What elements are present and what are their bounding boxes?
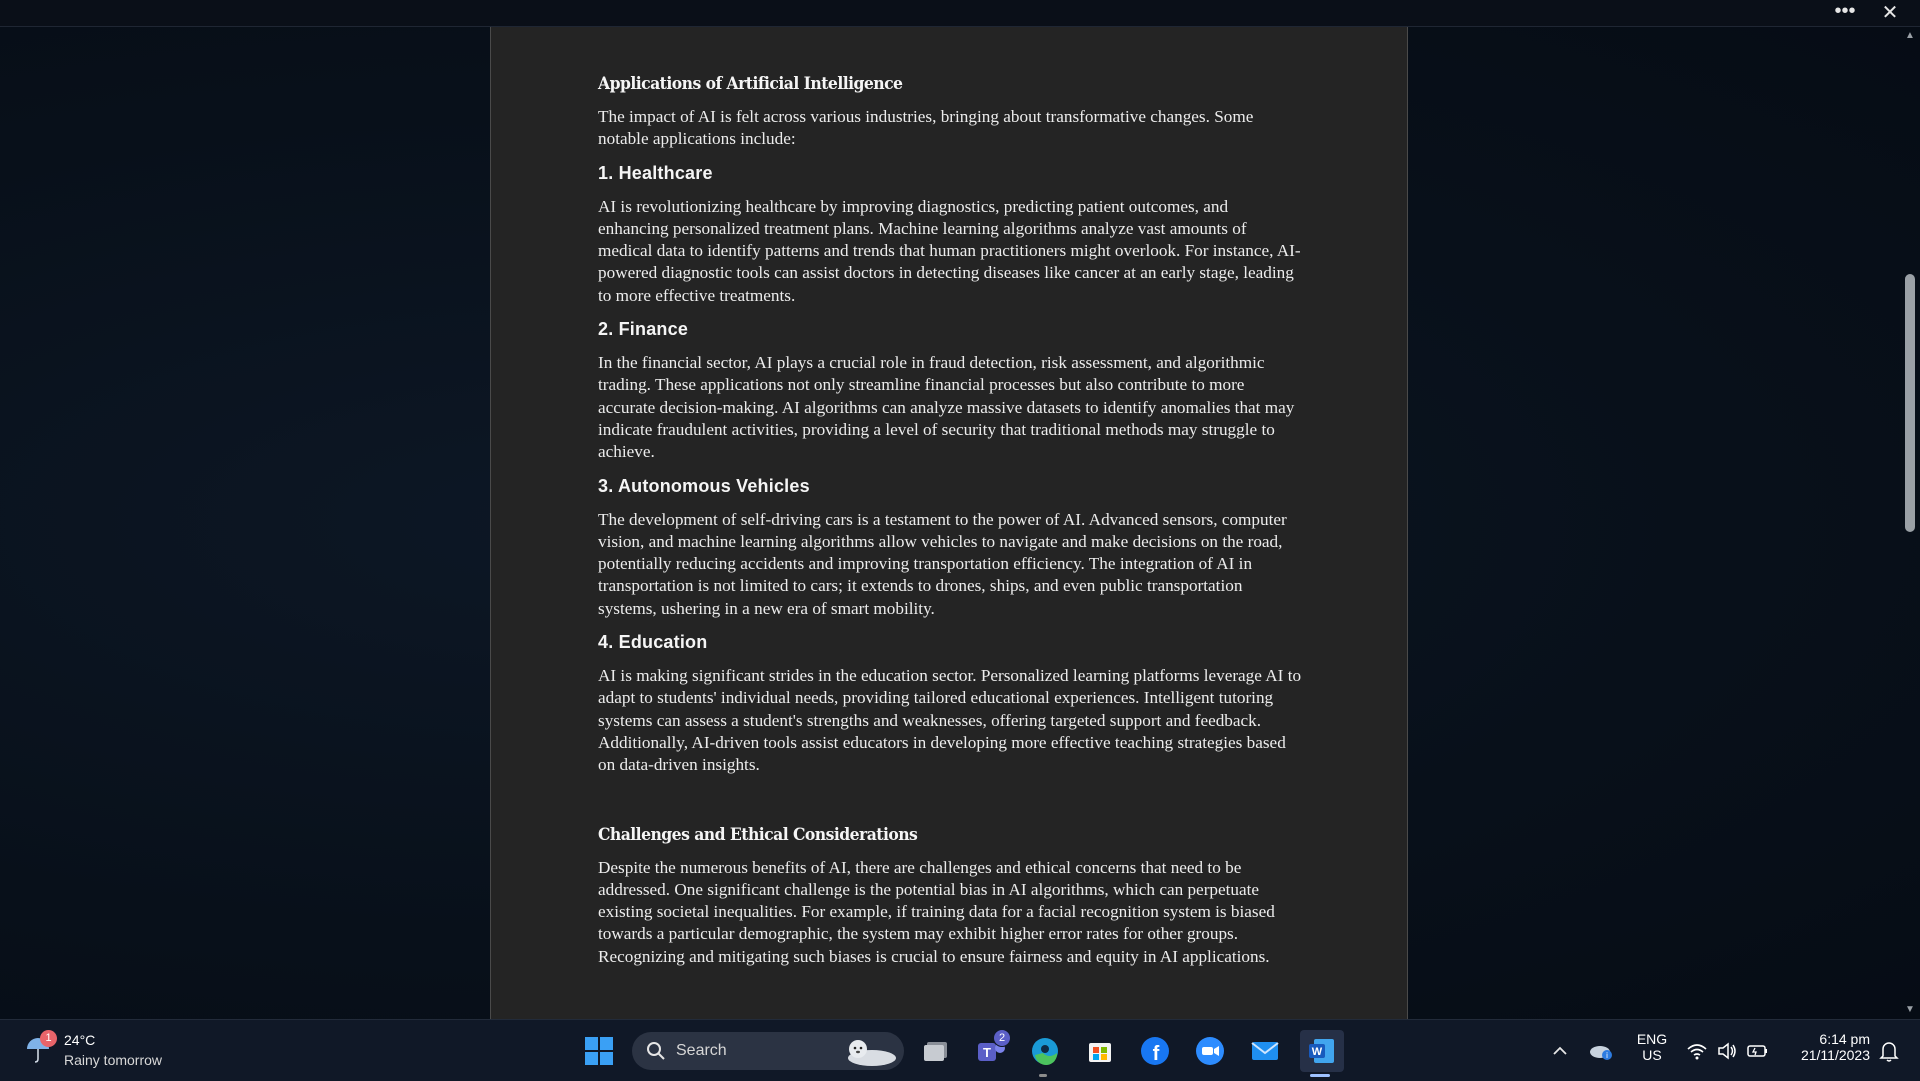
show-hidden-icons-button[interactable]	[1548, 1033, 1572, 1069]
word-icon	[1305, 1034, 1339, 1068]
weather-alert-badge: 1	[40, 1030, 57, 1047]
zoom-icon	[1192, 1033, 1228, 1069]
more-options-button[interactable]: •••	[1834, 0, 1856, 22]
mail-app-button[interactable]	[1247, 1033, 1283, 1069]
subheading-finance: 2. Finance	[598, 319, 689, 340]
onedrive-cloud-icon	[1586, 1033, 1616, 1069]
svg-text:f: f	[1152, 1043, 1160, 1065]
paragraph-finance: In the financial sector, AI plays a crucial role in fraud detection, risk assessment, and algorithmic trading. These applications not only streamline financial processes but also contribute to more accurate decision-making. AI algorithms can analyze massive datasets to identify anomalies that may indicate fraudulent activities, providing a level of security that traditional methods may struggle to achieve.	[598, 353, 1295, 462]
chevron-up-icon	[1548, 1033, 1572, 1069]
facebook-app-button[interactable]	[1137, 1033, 1173, 1069]
paragraph-autonomous-vehicles: The development of self-driving cars is a testament to the power of AI. Advanced sensors, computer vision, and machine learning algorithms allow vehicles to navigate and make decisions on the road, potentially reducing accidents and improving transportation efficiency. The integration of AI in transportation is not limited to cars; it extends to drones, ships, and even public transportation systems, ushering in a new era of smart mobility.	[598, 509, 1287, 618]
teams-notification-badge: 2	[993, 1029, 1011, 1047]
clock[interactable]	[1782, 1031, 1870, 1063]
vertical-scrollbar[interactable]	[1900, 27, 1920, 1019]
subheading-education: 4. Education	[598, 632, 708, 653]
taskbar	[0, 1019, 1920, 1081]
word-active-indicator	[1310, 1074, 1330, 1077]
task-view-icon	[918, 1033, 954, 1069]
word-app-button[interactable]	[1300, 1030, 1344, 1072]
svg-text:W: W	[1311, 1046, 1323, 1058]
store-icon	[1082, 1033, 1118, 1069]
search-label: Search	[676, 1042, 727, 1059]
subheading-healthcare: 1. Healthcare	[598, 162, 713, 183]
volume-icon	[1716, 1041, 1738, 1061]
svg-text:T: T	[983, 1045, 991, 1060]
edge-running-indicator	[1039, 1074, 1047, 1077]
paragraph-challenges: Despite the numerous benefits of AI, there are challenges and ethical concerns that need to be addressed. One significant challenge is the potential bias in AI algorithms, which can perpetuate existing societal inequalities. For example, if training data for a facial recognition system is biased towards a particular demographic, the system may exhibit higher error rates for other groups. Recognizing and mitigating such biases is crucial to ensure fairness and equity in AI applications.	[598, 857, 1275, 966]
start-button[interactable]	[581, 1033, 617, 1069]
onedrive-status-button[interactable]	[1586, 1033, 1616, 1069]
language-code: ENG	[1636, 1031, 1668, 1047]
scroll-up-arrow-icon[interactable]: ▲	[1905, 30, 1915, 41]
clock-date: 21/11/2023	[1800, 1047, 1870, 1063]
weather-description: Rainy tomorrow	[64, 1052, 163, 1068]
bell-icon	[1874, 1033, 1904, 1069]
teams-app-button[interactable]	[973, 1033, 1009, 1069]
document-page	[490, 27, 1408, 1019]
section-spacer	[598, 789, 1302, 825]
language-region: US	[1642, 1047, 1662, 1063]
taskbar-search-box[interactable]	[632, 1032, 904, 1070]
section-heading-applications: Applications of Artificial Intelligence	[598, 74, 903, 94]
battery-icon	[1746, 1041, 1770, 1061]
edge-icon	[1027, 1033, 1063, 1069]
close-button[interactable]: ✕	[1881, 2, 1899, 24]
window-title-bar	[0, 0, 1920, 27]
search-icon	[646, 1041, 666, 1061]
network-volume-battery-button[interactable]	[1684, 1033, 1774, 1069]
weather-temperature: 24°C	[64, 1032, 96, 1048]
paragraph-healthcare: AI is revolutionizing healthcare by improving diagnostics, predicting patient outcomes, and enhancing personalized treatment plans. Machine learning algorithms analyze vast amounts of medical data to identify patterns and trends that human practitioners might overlook. For instance, AI-powered diagnostic tools can assist doctors in detecting diseases like cancer at an early stage, leading to more effective treatments.	[598, 196, 1301, 305]
zoom-app-button[interactable]	[1192, 1033, 1228, 1069]
microsoft-store-button[interactable]	[1082, 1033, 1118, 1069]
subheading-autonomous-vehicles: 3. Autonomous Vehicles	[598, 475, 810, 496]
weather-widget[interactable]	[22, 1030, 192, 1072]
seal-illustration-icon	[838, 1036, 900, 1068]
language-indicator[interactable]	[1630, 1031, 1674, 1063]
task-view-button[interactable]	[918, 1033, 954, 1069]
section-intro-paragraph: The impact of AI is felt across various industries, bringing about transformative changes. Some notable applications include:	[598, 107, 1254, 149]
mail-icon	[1247, 1033, 1283, 1069]
scrollbar-thumb[interactable]	[1905, 274, 1915, 532]
document-content	[598, 74, 1302, 980]
scroll-down-arrow-icon[interactable]: ▼	[1905, 1004, 1915, 1015]
edge-browser-button[interactable]	[1027, 1033, 1063, 1069]
svg-text:i: i	[1606, 1051, 1608, 1060]
notifications-button[interactable]	[1874, 1033, 1904, 1069]
paragraph-education: AI is making significant strides in the education sector. Personalized learning platforms leverage AI to adapt to students' individual needs, providing tailored educational experiences. Intelligent tutoring systems can assess a student's strengths and weaknesses, offering targeted support and feedback. Additionally, AI-driven tools assist educators in developing more effective teaching strategies based on data-driven insights.	[598, 666, 1302, 775]
windows-logo-icon	[581, 1033, 617, 1069]
clock-time: 6:14 pm	[1819, 1031, 1870, 1047]
wifi-icon	[1686, 1041, 1708, 1061]
facebook-icon	[1137, 1033, 1173, 1069]
section-heading-challenges: Challenges and Ethical Considerations	[598, 824, 918, 845]
